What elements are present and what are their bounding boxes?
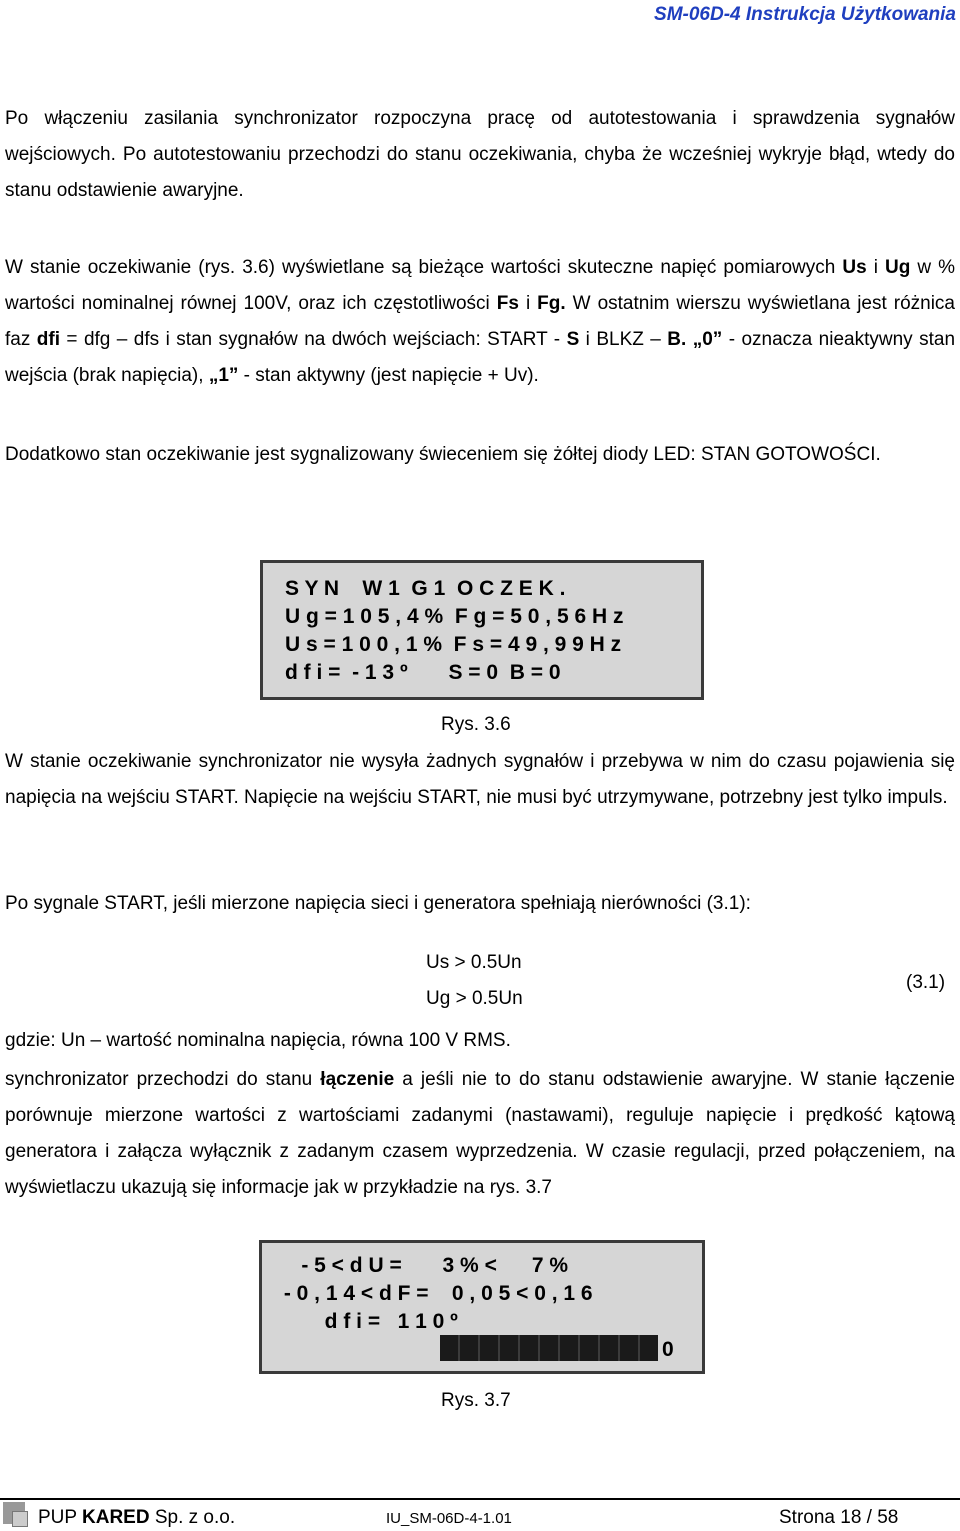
footer-divider <box>0 1498 960 1500</box>
paragraph-led: Dodatkowo stan oczekiwanie jest sygnalizowany świeceniem się żółtej diody LED: STAN GOTOWOŚCI. <box>5 444 881 465</box>
lcd2-row-3: d f i = 1 1 0 º <box>278 1310 458 1333</box>
lcd1-row-1: S Y N W 1 G 1 O C Z E K . <box>285 577 566 600</box>
footer-page-number: Strona 18 / 58 <box>779 1507 899 1528</box>
paragraph-connecting: synchronizator przechodzi do stanu łączenie a jeśli nie to do stanu odstawienie awaryjne. W stanie łączenie porównuje mierzone wartości z wartościami zadanymi (nastawami), reguluje napięcie i prędkość kątową generatora i załącza wyłącznik z zadanym czasem wyprzedzenia. W czasie regulacji, przed połączeniem, na wyświetlaczu ukazują się informacje jak w przykładzie na rys. 3.7 <box>5 1069 955 1198</box>
lcd2-row-1: - 5 < d U = 3 % < 7 % <box>278 1254 569 1277</box>
figure-caption-3-7: Rys. 3.7 <box>441 1390 511 1411</box>
equation-line-1: Us > 0.5Un <box>426 952 522 973</box>
figure-caption-3-6: Rys. 3.6 <box>441 714 511 735</box>
header-title: SM-06D-4 Instrukcja Użytkowania <box>654 4 956 25</box>
footer-company: PUP KARED Sp. z o.o. <box>38 1507 236 1528</box>
paragraph-un-definition: gdzie: Un – wartość nominalna napięcia, równa 100 V RMS. <box>5 1030 511 1051</box>
paragraph-intro: Po włączeniu zasilania synchronizator rozpoczyna pracę od autotestowania i sprawdzenia sygnałów wejściowych. Po autotestowaniu przechodzi do stanu oczekiwania, chyba że wcześniej wykryje błąd, wtedy do stanu odstawienie awaryjne. <box>5 108 955 201</box>
lcd1-row-4: d f i = - 1 3 º S = 0 B = 0 <box>285 661 561 684</box>
lcd1-row-3: U s = 1 0 0 , 1 % F s = 4 9 , 9 9 H z <box>285 633 622 656</box>
paragraph-waiting-state: W stanie oczekiwanie (rys. 3.6) wyświetlane są bieżące wartości skuteczne napięć pomiarowych Us i Ug w % wartości nominalnej równej 100V, oraz ich częstotliwości Fs i Fg. W ostatnim wierszu wyświetlana jest różnica faz dfi = dfg – dfs i stan sygnałów na dwóch wejściach: START - S i BLKZ – B. „0” - oznacza nieaktywny stan wejścia (brak napięcia), „1” - stan aktywny (jest napięcie + Uv). <box>5 257 956 386</box>
footer-doc-id: IU_SM-06D-4-1.01 <box>386 1510 512 1527</box>
lcd1-row-2: U g = 1 0 5 , 4 % F g = 5 0 , 5 6 H z <box>285 605 624 628</box>
lcd2-bar-value: 0 <box>662 1338 674 1361</box>
paragraph-start-signal: Po sygnale START, jeśli mierzone napięcia sieci i generatora spełniają nierówności (3.1): <box>5 893 751 914</box>
lcd2-progress-bar <box>440 1335 658 1361</box>
paragraph-waiting-signals: W stanie oczekiwanie synchronizator nie wysyła żadnych sygnałów i przebywa w nim do czasu pojawienia się napięcia na wejściu START. Napięcie na wejściu START, nie musi być utrzymywane, potrzebny jest tylko impuls. <box>5 751 955 808</box>
equation-number: (3.1) <box>906 972 946 993</box>
lcd2-row-2: - 0 , 1 4 < d F = 0 , 0 5 < 0 , 1 6 <box>278 1282 593 1305</box>
footer-logo-icon-inner <box>12 1511 28 1527</box>
lcd-display-connecting <box>259 1240 705 1374</box>
equation-line-2: Ug > 0.5Un <box>426 988 523 1009</box>
lcd-display-waiting <box>260 560 704 700</box>
